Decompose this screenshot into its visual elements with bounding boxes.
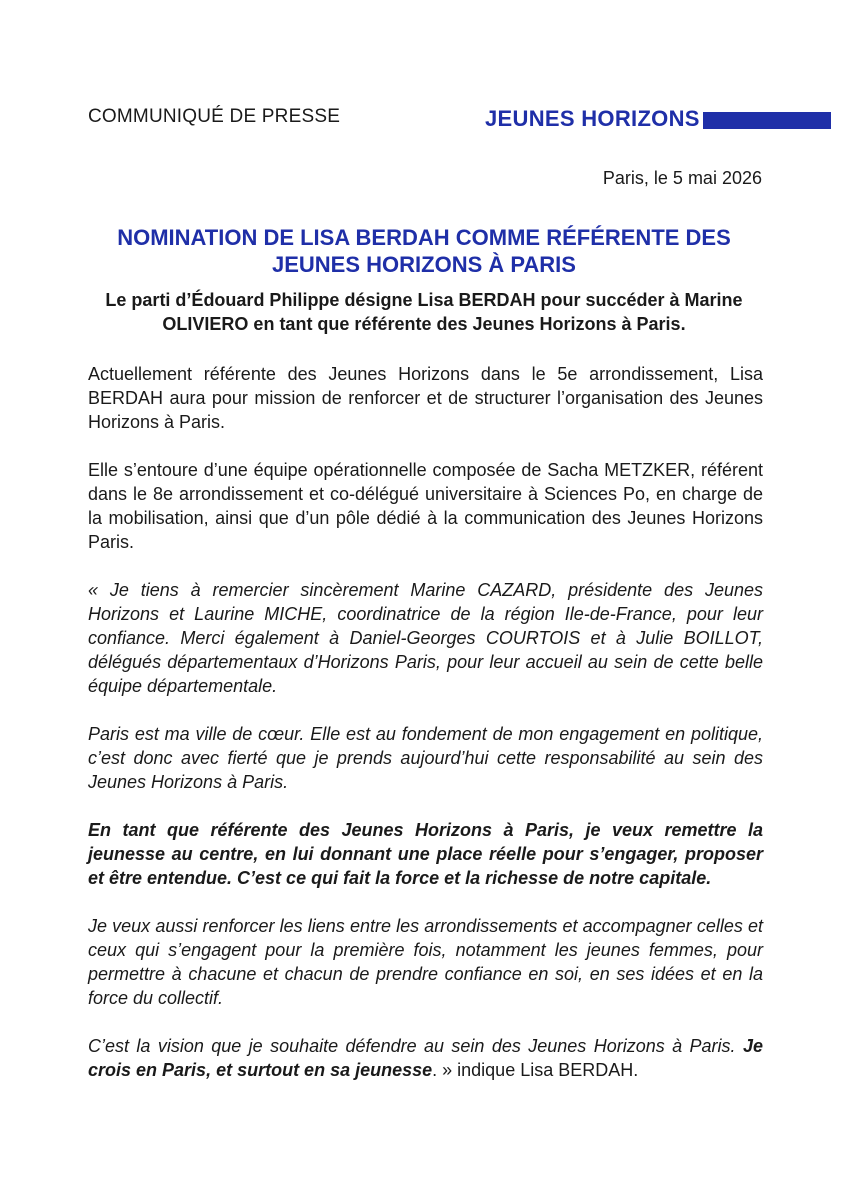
release-body [88, 362, 763, 1106]
release-title: NOMINATION DE LISA BERDAH COMME RÉFÉRENTE DES JEUNES HORIZONS À PARIS [117, 225, 731, 277]
paragraph-role: Actuellement référente des Jeunes Horizons dans le 5e arrondissement, Lisa BERDAH aura pour mission de renforcer et de structurer l’organisation des Jeunes Horizons à Paris. [88, 364, 763, 432]
brand-logo [485, 106, 831, 132]
paragraph-links: Je veux aussi renforcer les liens entre les arrondissements et accompagner celles et ceux qui s’engagent pour la première fois, notamment les jeunes femmes, pour permettre à chacune et chacun de prendre confiance en soi, en ses idées et en la force du collectif. [88, 916, 763, 1008]
paragraph-youth: En tant que référente des Jeunes Horizons à Paris, je veux remettre la jeunesse au centre, en lui donnant une place réelle pour s’engager, proposer et être entendue. C’est ce qui fait la force et la richesse de notre capitale. [88, 820, 763, 888]
paragraph-thanks: « Je tiens à remercier sincèrement Marine CAZARD, présidente des Jeunes Horizons et Laurine MICHE, coordinatrice de la région Ile-de-France, pour leur confiance. Merci également à Daniel-Georges COURTOIS et à Julie BOILLOT, délégués départementaux d’Horizons Paris, pour leur accueil au sein de cette belle équipe départementale. [88, 580, 763, 696]
brand-name: JEUNES HORIZONS [485, 106, 700, 131]
press-release-label: COMMUNIQUÉ DE PRESSE [88, 106, 341, 127]
paragraph-team: Elle s’entoure d’une équipe opérationnelle composée de Sacha METZKER, référent dans le 8e arrondissement et co-délégué universitaire à Sciences Po, en charge de la mobilisation, ainsi que d’un pôle dédié à la communication des Jeunes Horizons Paris. [88, 460, 763, 552]
closing-attribution: . » indique Lisa BERDAH. [432, 1060, 639, 1080]
paragraph-paris: Paris est ma ville de cœur. Elle est au fondement de mon engagement en politique, c’est donc avec fierté que je prends aujourd’hui cette responsabilité au sein des Jeunes Horizons à Paris. [88, 724, 763, 792]
brand-bar [703, 112, 831, 129]
closing-vision: C’est la vision que je souhaite défendre au sein des Jeunes Horizons à Paris. [88, 1036, 736, 1056]
release-subtitle: Le parti d’Édouard Philippe désigne Lisa BERDAH pour succéder à Marine OLIVIERO en tant que référente des Jeunes Horizons à Paris. [105, 290, 743, 334]
paragraph-closing [88, 1034, 763, 1082]
closing-quote: Je crois en Paris, et surtout en sa jeunesse [88, 1036, 763, 1080]
release-date: Paris, le 5 mai 2026 [602, 168, 762, 188]
